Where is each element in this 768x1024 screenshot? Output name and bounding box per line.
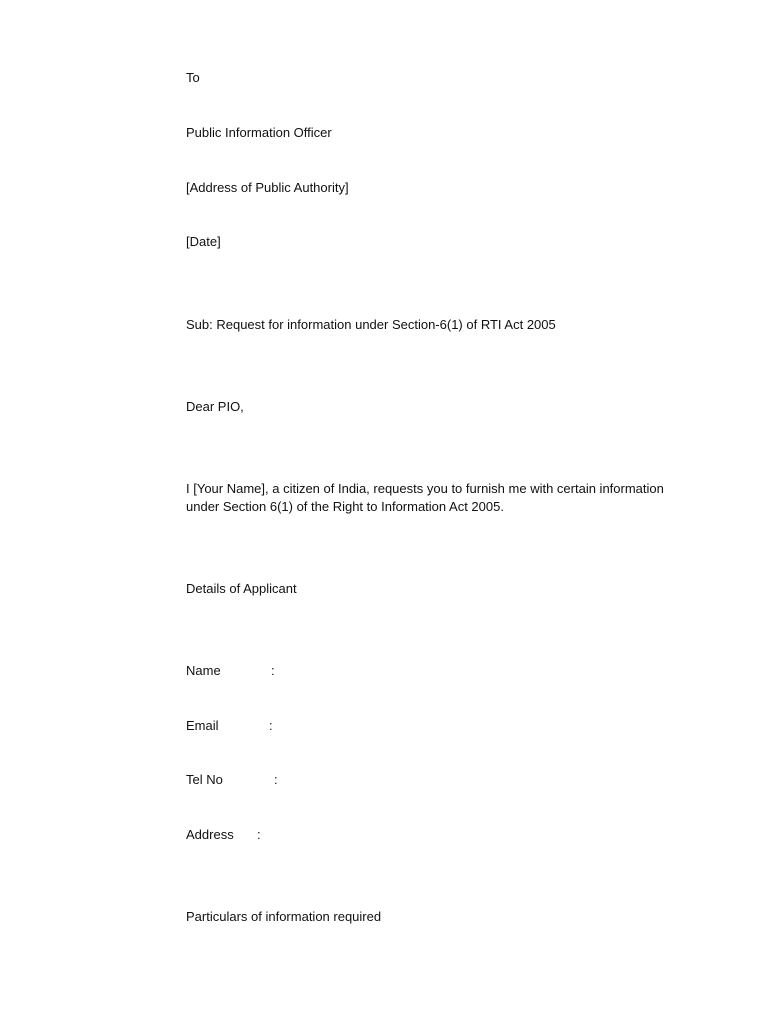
address-field-row — [186, 826, 306, 844]
particulars-heading: Particulars of information required — [186, 909, 382, 924]
address-placeholder: [Address of Public Authority] — [186, 180, 349, 195]
to-line: To — [186, 70, 200, 85]
address-label: Address — [186, 827, 234, 842]
name-colon: : — [271, 663, 275, 678]
salutation: Dear PIO, — [186, 399, 244, 414]
email-label: Email — [186, 718, 219, 733]
tel-colon: : — [274, 772, 278, 787]
recipient-line: Public Information Officer — [186, 125, 332, 140]
tel-field-row — [186, 771, 306, 789]
name-field-row — [186, 662, 306, 680]
email-colon: : — [269, 718, 273, 733]
body-paragraph-line-1: I [Your Name], a citizen of India, requests you to furnish me with certain information — [186, 481, 664, 496]
subject-line: Sub: Request for information under Section-6(1) of RTI Act 2005 — [186, 317, 556, 332]
date-placeholder: [Date] — [186, 234, 221, 249]
applicant-details-heading: Details of Applicant — [186, 581, 297, 596]
email-field-row — [186, 717, 306, 735]
name-label: Name — [186, 663, 221, 678]
body-paragraph-line-2: under Section 6(1) of the Right to Information Act 2005. — [186, 499, 504, 514]
address-colon: : — [257, 827, 261, 842]
tel-label: Tel No — [186, 772, 223, 787]
